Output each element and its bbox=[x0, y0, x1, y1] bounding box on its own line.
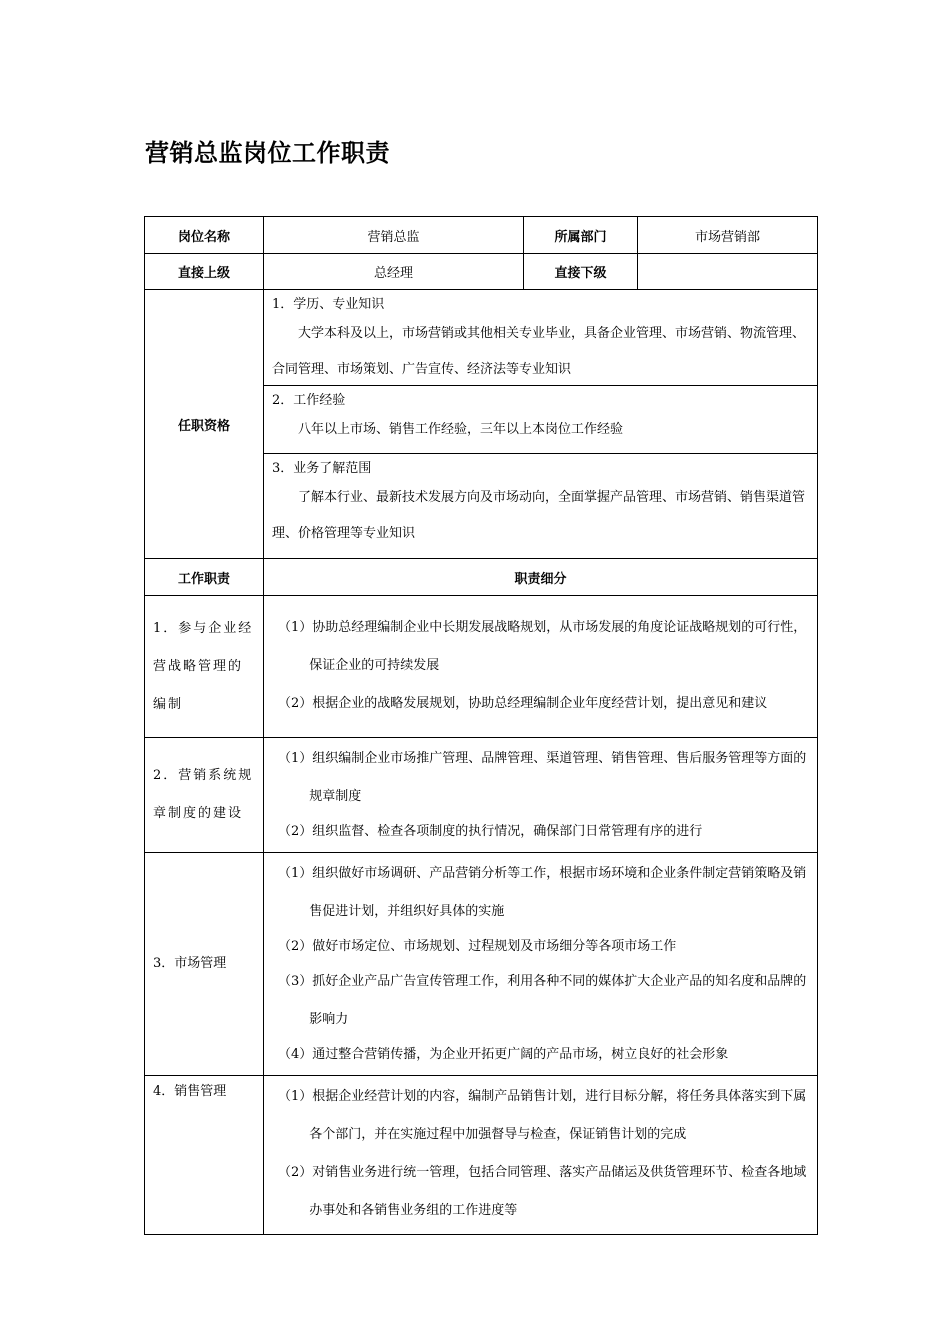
qualification-item-body: 大学本科及以上，市场营销或其他相关专业毕业，具备企业管理、市场营销、物流管理、合同管理、市场策划、广告宣传、经济法等专业知识 bbox=[272, 326, 806, 377]
qualification-item bbox=[264, 454, 817, 558]
duty-row bbox=[145, 596, 818, 738]
qualification-label: 任职资格 bbox=[145, 290, 264, 559]
duty-label: 4．销售管理 bbox=[145, 1076, 264, 1235]
job-description-table bbox=[144, 216, 818, 1235]
duty-item: （4）通过整合营销传播，为企业开拓更广阔的产品市场，树立良好的社会形象 bbox=[278, 1047, 729, 1062]
info-row-1 bbox=[145, 217, 818, 254]
qualification-item-body: 了解本行业、最新技术发展方向及市场动向，全面掌握产品管理、市场营销、销售渠道管理、价格管理等专业知识 bbox=[272, 490, 806, 541]
duties-header-right: 职责细分 bbox=[264, 559, 818, 596]
duty-label: 1．参与企业经营战略管理的编制 bbox=[145, 596, 264, 738]
qualification-item bbox=[264, 290, 817, 386]
duty-row bbox=[145, 853, 818, 1076]
duty-row bbox=[145, 738, 818, 853]
position-name-value: 营销总监 bbox=[264, 217, 524, 254]
duty-details bbox=[264, 853, 818, 1076]
duty-item: （2）对销售业务进行统一管理，包括合同管理、落实产品储运及供货管理环节、检查各地域办事处和各销售业务组的工作进度等 bbox=[278, 1165, 807, 1218]
qualification-item-title: 2．工作经验 bbox=[272, 393, 346, 408]
duty-item: （2）做好市场定位、市场规划、过程规划及市场细分等各项市场工作 bbox=[278, 939, 677, 954]
qualification-item bbox=[264, 386, 817, 454]
qualification-row bbox=[145, 290, 818, 559]
duty-details bbox=[264, 738, 818, 853]
subordinate-value bbox=[638, 254, 818, 290]
subordinate-label: 直接下级 bbox=[524, 254, 638, 290]
duty-item: （1）根据企业经营计划的内容，编制产品销售计划，进行目标分解，将任务具体落实到下属各个部门，并在实施过程中加强督导与检查，保证销售计划的完成 bbox=[278, 1089, 807, 1142]
qualification-item-title: 3．业务了解范围 bbox=[272, 461, 372, 476]
duty-label: 3．市场管理 bbox=[145, 853, 264, 1076]
duty-item: （1）组织编制企业市场推广管理、品牌管理、渠道管理、销售管理、售后服务管理等方面的规章制度 bbox=[278, 751, 807, 804]
duty-details bbox=[264, 596, 818, 738]
duty-item: （2）根据企业的战略发展规划，协助总经理编制企业年度经营计划，提出意见和建议 bbox=[278, 695, 768, 711]
department-label: 所属部门 bbox=[524, 217, 638, 254]
duty-item: （1）协助总经理编制企业中长期发展战略规划，从市场发展的角度论证战略规划的可行性，保证企业的可持续发展 bbox=[278, 619, 807, 673]
superior-label: 直接上级 bbox=[145, 254, 264, 290]
duty-row bbox=[145, 1076, 818, 1235]
page-title: 营销总监岗位工作职责 bbox=[145, 139, 390, 167]
position-name-label: 岗位名称 bbox=[145, 217, 264, 254]
superior-value: 总经理 bbox=[264, 254, 524, 290]
duties-header-left: 工作职责 bbox=[145, 559, 264, 596]
duty-item: （2）组织监督、检查各项制度的执行情况，确保部门日常管理有序的进行 bbox=[278, 824, 703, 839]
duty-label: 2．营销系统规章制度的建设 bbox=[145, 738, 264, 853]
duty-item: （1）组织做好市场调研、产品营销分析等工作，根据市场环境和企业条件制定营销策略及销售促进计划，并组织好具体的实施 bbox=[278, 866, 807, 919]
duties-header-row bbox=[145, 559, 818, 596]
duty-details bbox=[264, 1076, 818, 1235]
info-row-2 bbox=[145, 254, 818, 290]
qualification-item-title: 1．学历、专业知识 bbox=[272, 297, 385, 312]
qualification-item-body: 八年以上市场、销售工作经验，三年以上本岗位工作经验 bbox=[298, 422, 624, 437]
department-value: 市场营销部 bbox=[638, 217, 818, 254]
duty-item: （3）抓好企业产品广告宣传管理工作，利用各种不同的媒体扩大企业产品的知名度和品牌的影响力 bbox=[278, 974, 807, 1027]
qualification-content bbox=[264, 290, 818, 559]
